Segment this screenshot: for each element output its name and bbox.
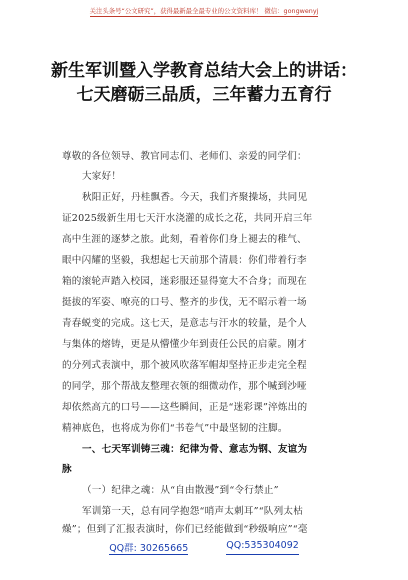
subsection-heading: （一）纪律之魂：从“自由散漫”到“令行禁止” (82, 485, 279, 496)
body-line: 与集体的熔铸，更是从懵懂少年到责任公民的启蒙。刚才 (62, 339, 307, 350)
body-line: 军训第一天，总有同学抱怨“哨声太刺耳”“队列太枯 (82, 506, 303, 517)
document-title-line-2: 七天磨砺三品质，三年蓄力五育行 (76, 85, 332, 105)
body-line: 的同学，那个帮战友整理衣领的细微动作，那个喊到沙哑 (62, 381, 307, 392)
salutation-line: 尊敬的各位领导、教官同志们、老师们、亲爱的同学们： (62, 151, 307, 162)
body-line: 高中生涯的逐梦之旅。此刻，看着你们身上褪去的稚气、 (62, 234, 307, 245)
header-banner (0, 0, 408, 22)
body-line: 精神底色，也将成为你们“书卷气”中最坚韧的注脚。 (62, 423, 288, 434)
body-line: 眼中闪耀的坚毅，我想起七天前那个清晨：你们带着行李 (62, 255, 307, 266)
footer-contacts (0, 540, 408, 555)
body-line: 证2025级新生用七天汗水浇灌的成长之花，共同开启三年 (62, 213, 313, 224)
body-line: 箱的滚轮声踏入校园，迷彩服还显得宽大不合身；而现在 (62, 276, 307, 287)
body-line: 的分列式表演中，那个被风吹落军帽却坚持正步走完全程 (62, 360, 307, 371)
body-line: 挺拔的军姿、嘹亮的口号、整齐的步伐，无不昭示着一场 (62, 297, 307, 308)
document-title-line-1: 新生军训暨入学教育总结大会上的讲话： (51, 61, 357, 81)
footer-qq-group[interactable]: QQ群: 30265665 (109, 540, 188, 555)
body-line-last: 燥”；但到了汇报表演时，你们已经能做到“秒级响应”“毫 (62, 524, 308, 535)
body-line: 秋阳正好，丹桂飘香。今天，我们齐聚操场，共同见 (82, 192, 308, 203)
footer-qq[interactable]: QQ:535304092 (226, 540, 299, 555)
header-banner-text: 关注头条号“公文研究”，获得最新最全最专业的公文资料库！ 微信：gongwenyj (89, 6, 319, 15)
body-line: 却依然高亢的口号——这些瞬间，正是“迷彩课”淬炼出的 (62, 402, 308, 413)
body-line: 青春蜕变的完成。这七天，是意志与汗水的较量，是个人 (62, 318, 307, 329)
greeting-line: 大家好！ (82, 171, 122, 182)
section-heading: 一、七天军训铸三魂：纪律为骨、意志为钢、友谊为 (82, 444, 308, 455)
section-heading-continuation: 脉 (62, 464, 72, 475)
